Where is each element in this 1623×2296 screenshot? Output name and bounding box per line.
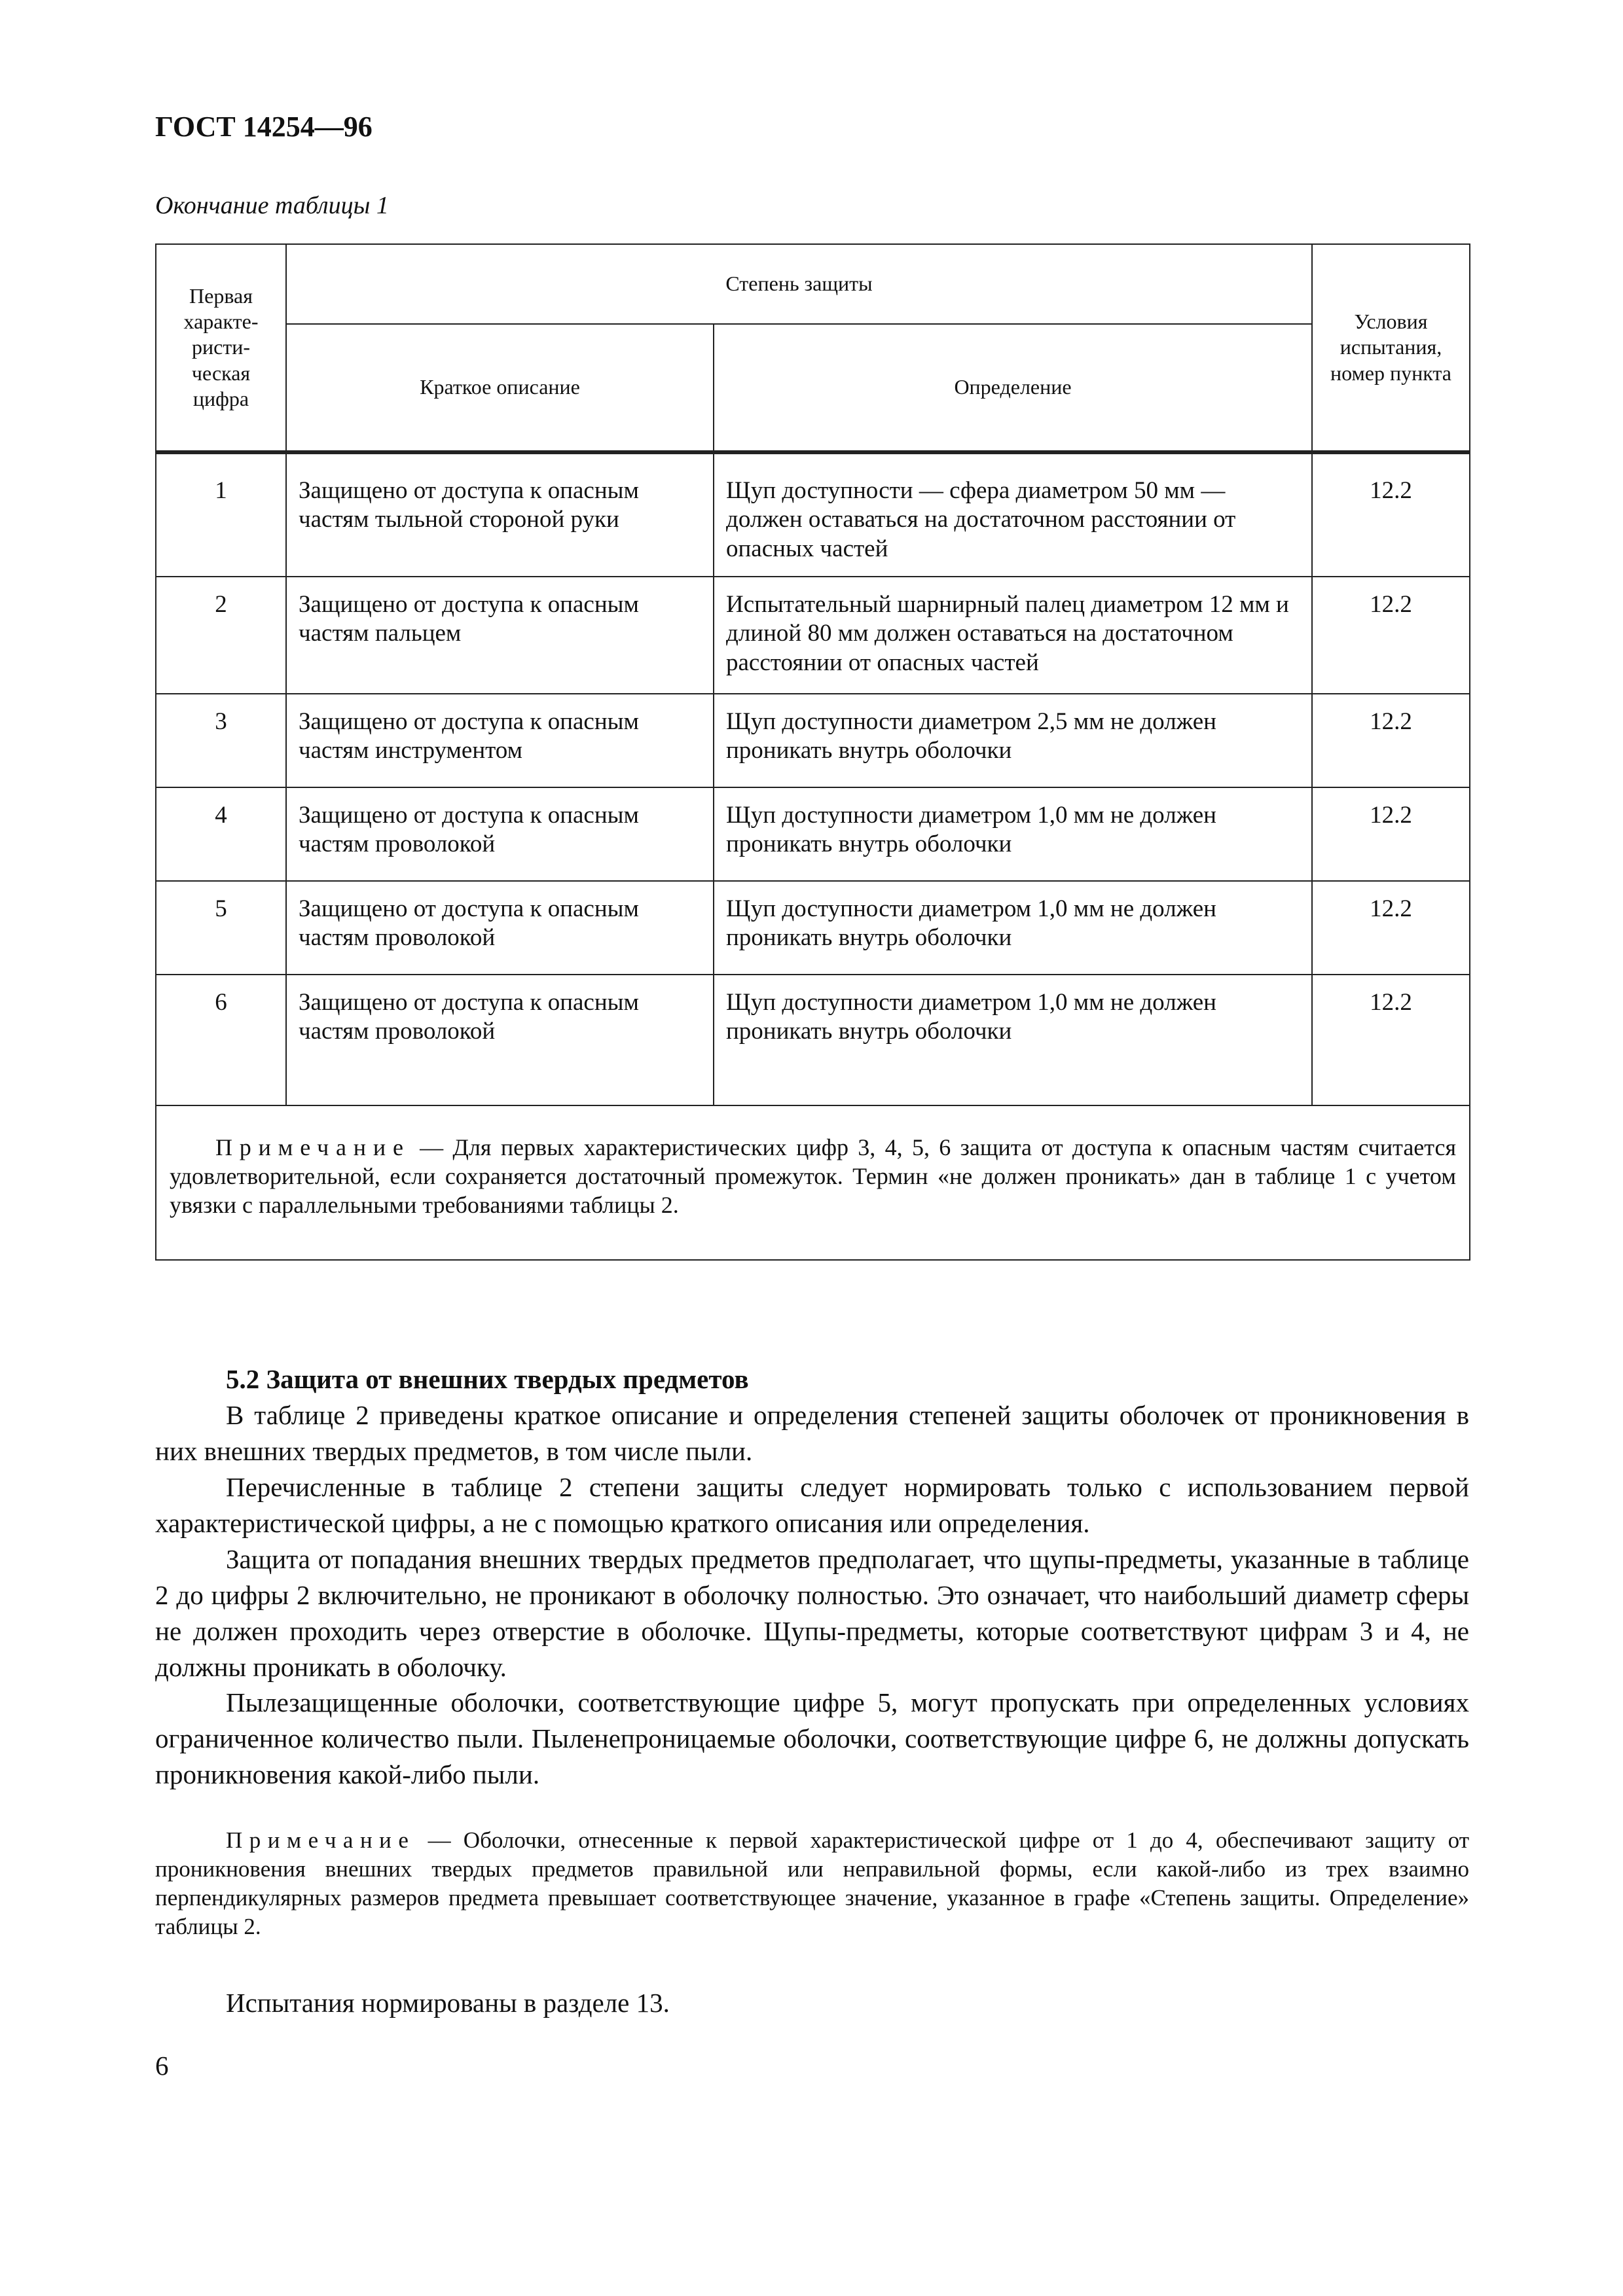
row-ref: 12.2 <box>1312 694 1470 787</box>
section-heading: 5.2 Защита от внешних твердых предметов <box>226 1364 749 1394</box>
header-brief-description: Краткое описание <box>286 324 714 452</box>
table-note-text: — Для первых характеристических цифр 3, 4, 5, 6 защита от доступа к опасным частям считается удовлетворительной, если сохраняется достаточный промежуток. Термин «не должен проникать» дан в таблице 1 с учетом увязки с параллельными требованиями таблицы 2. <box>170 1134 1456 1218</box>
table-note-row <box>156 1105 1470 1260</box>
tests-reference: Испытания нормированы в разделе 13. <box>226 1988 670 2018</box>
table-note <box>156 1105 1470 1260</box>
row-ref: 12.2 <box>1312 787 1470 881</box>
row-brief: Защищено от доступа к опасным частям пальцем <box>286 577 714 694</box>
table-row <box>156 881 1470 975</box>
row-definition: Щуп доступности диаметром 1,0 мм не должен проникать внутрь оболочки <box>714 975 1312 1105</box>
row-definition: Щуп доступности — сфера диаметром 50 мм — должен оставаться на достаточном расстоянии от опасных частей <box>714 452 1312 577</box>
section-5-2 <box>155 1361 1469 1793</box>
row-digit: 2 <box>156 577 286 694</box>
row-ref: 12.2 <box>1312 975 1470 1105</box>
row-digit: 4 <box>156 787 286 881</box>
row-definition: Щуп доступности диаметром 1,0 мм не должен проникать внутрь оболочки <box>714 787 1312 881</box>
section-paragraph: Перечисленные в таблице 2 степени защиты следует нормировать только с использованием первой характеристической цифры, а не с помощью краткого описания или определения. <box>155 1471 1469 1538</box>
header-test-conditions: Условия испытания, номер пункта <box>1312 244 1470 452</box>
section-paragraph: Защита от попадания внешних твердых предметов предполагает, что щупы-предметы, указанные в таблице 2 до цифры 2 включительно, не проникают в оболочку полностью. Это означает, что наибольший диаметр сферы не должен проходить через отверстие в оболочке. Щупы-предметы, которые соответствуют цифрам 3 и 4, не должны проникать в оболочку. <box>155 1543 1469 1682</box>
section-note-label: Примечание <box>226 1827 416 1853</box>
row-ref: 12.2 <box>1312 577 1470 694</box>
row-digit: 1 <box>156 452 286 577</box>
row-definition: Щуп доступности диаметром 2,5 мм не должен проникать внутрь оболочки <box>714 694 1312 787</box>
page-number: 6 <box>155 2051 169 2081</box>
table-row <box>156 577 1470 694</box>
row-ref: 12.2 <box>1312 452 1470 577</box>
table-row <box>156 975 1470 1105</box>
table-caption: Окончание таблицы 1 <box>155 192 389 219</box>
header-protection-degree: Степень защиты <box>286 244 1312 324</box>
table-note-label: Примечание <box>215 1134 410 1160</box>
row-brief: Защищено от доступа к опасным частям инструментом <box>286 694 714 787</box>
row-ref: 12.2 <box>1312 881 1470 975</box>
row-brief: Защищено от доступа к опасным частям проволокой <box>286 787 714 881</box>
protection-table <box>155 243 1470 1261</box>
section-paragraph: Пылезащищенные оболочки, соответствующие цифре 5, могут пропускать при определенных условиях ограниченное количество пыли. Пыленепроницаемые оболочки, соответствующие цифре 6, не должны допускать проникновения какой-либо пыли. <box>155 1687 1469 1790</box>
row-brief: Защищено от доступа к опасным частям тыльной стороной руки <box>286 452 714 577</box>
section-paragraph: В таблице 2 приведены краткое описание и определения степеней защиты оболочек от проникновения в них внешних твердых предметов, в том числе пыли. <box>155 1399 1469 1466</box>
row-definition: Испытательный шарнирный палец диаметром 12 мм и длиной 80 мм должен оставаться на достаточном расстоянии от опасных частей <box>714 577 1312 694</box>
section-note <box>155 1826 1469 1941</box>
row-digit: 5 <box>156 881 286 975</box>
row-brief: Защищено от доступа к опасным частям проволокой <box>286 881 714 975</box>
row-brief: Защищено от доступа к опасным частям проволокой <box>286 975 714 1105</box>
table-row <box>156 694 1470 787</box>
row-digit: 6 <box>156 975 286 1105</box>
section-note-text: — Оболочки, отнесенные к первой характеристической цифре от 1 до 4, обеспечивают защиту от проникновения внешних твердых предметов правильной или неправильной формы, если какой-либо из трех взаимно перпендикулярных размеров предмета превышает соответствующее значение, указанное в графе «Степень защиты. Определение» таблицы 2. <box>155 1827 1469 1940</box>
document-id: ГОСТ 14254—96 <box>155 111 373 143</box>
table-row <box>156 787 1470 881</box>
row-definition: Щуп доступности диаметром 1,0 мм не должен проникать внутрь оболочки <box>714 881 1312 975</box>
header-definition: Определение <box>714 324 1312 452</box>
header-first-digit: Первая характе-ристи-ческая цифра <box>156 244 286 452</box>
table-row <box>156 452 1470 577</box>
row-digit: 3 <box>156 694 286 787</box>
